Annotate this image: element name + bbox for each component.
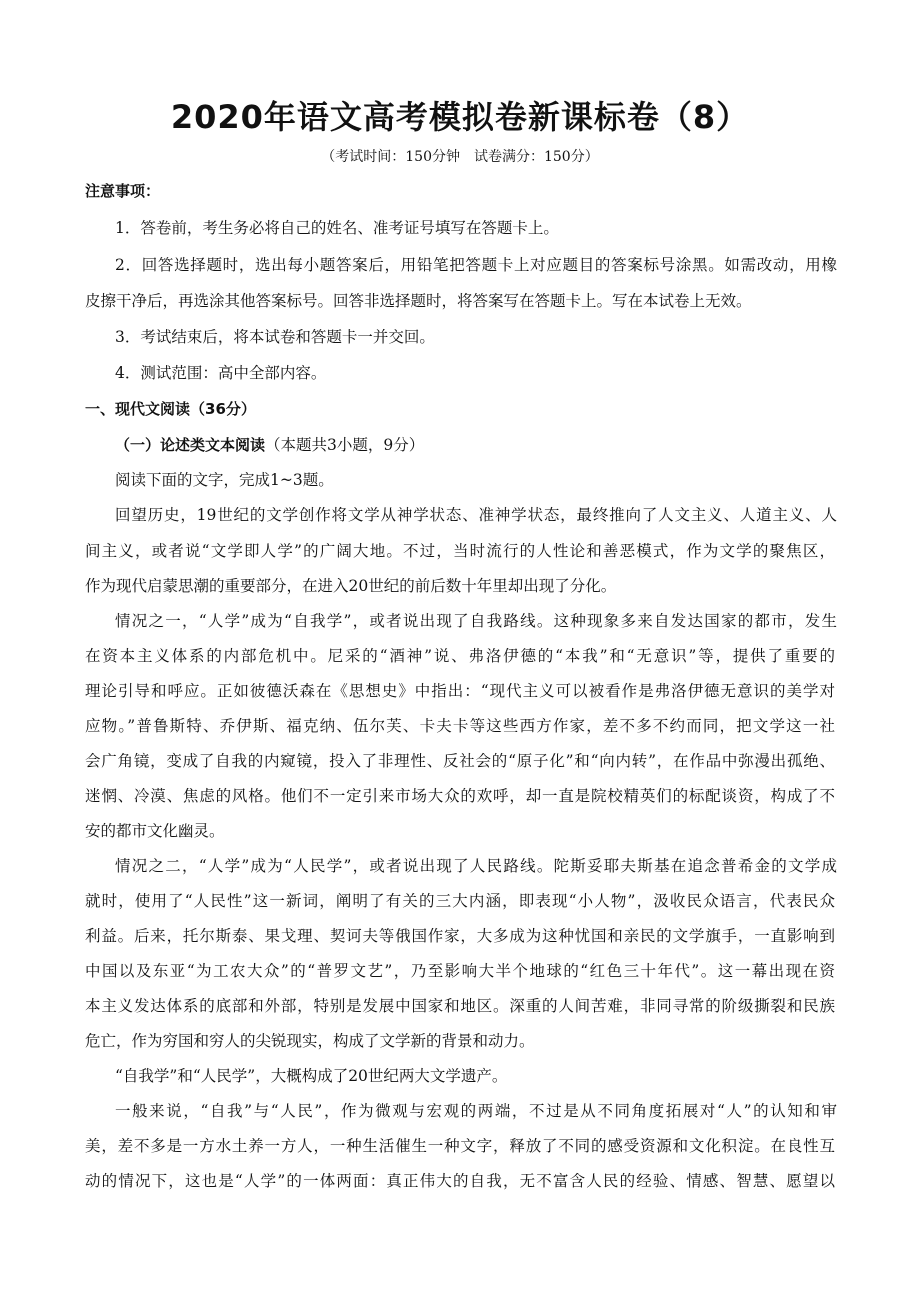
- exam-info: （考试时间：150分钟 试卷满分：150分）: [321, 149, 599, 165]
- passage-line: 就时，使用了“人民性”这一新词，阐明了有关的三大内涵，即表现“小人物”，汲收民众语言，代表民众: [85, 892, 835, 910]
- passage-line: 美，差不多是一方水土养一方人，一种生活催生一种文字，释放了不同的感受资源和文化积淀。在良性互: [85, 1137, 835, 1155]
- reading-instruction: 阅读下面的文字，完成1~3题。: [115, 471, 334, 489]
- passage-line: 情况之二，“人学”成为“人民学”，或者说出现了人民路线。陀斯妥耶夫斯基在追念普希金的文学成: [115, 857, 837, 875]
- notice-item: 皮擦干净后，再选涂其他答案标号。回答非选择题时，将答案写在答题卡上。写在本试卷上无效。: [85, 292, 752, 310]
- passage-line: 会广角镜，变成了自我的内窥镜，投入了非理性、反社会的“原子化”和“向内转”，在作品中弥漫出孤绝、: [85, 752, 835, 770]
- notice-item: 1．答卷前，考生务必将自己的姓名、准考证号填写在答题卡上。: [115, 219, 559, 237]
- page-title: 2020年语文高考模拟卷新课标卷（8）: [170, 98, 750, 136]
- passage-line: 一般来说，“自我”与“人民”，作为微观与宏观的两端，不过是从不同角度拓展对“人”的认知和审: [115, 1102, 837, 1120]
- notice-item: 2．回答选择题时，选出每小题答案后，用铅笔把答题卡上对应题目的答案标号涂黑。如需改动，用橡: [115, 256, 837, 274]
- passage-line: 在资本主义体系的内部危机中。尼采的“酒神”说、弗洛伊德的“本我”和“无意识”等，提供了重要的: [85, 647, 835, 665]
- section-heading: 一、现代文阅读（36分）: [85, 400, 256, 418]
- passage-line: 危亡，作为穷国和穷人的尖锐现实，构成了文学新的背景和动力。: [85, 1032, 535, 1050]
- passage-line: 中国以及东亚“为工农大众”的“普罗文艺”，乃至影响大半个地球的“红色三十年代”。这一幕出现在资: [85, 962, 835, 980]
- passage-line: 应物。”普鲁斯特、乔伊斯、福克纳、伍尔芙、卡夫卡等这些西方作家，差不多不约而同，把文学这一社: [85, 717, 835, 735]
- passage-line: 安的都市文化幽灵。: [85, 822, 225, 840]
- notice-item: 4．测试范围：高中全部内容。: [115, 364, 327, 382]
- notice-heading: 注意事项：: [85, 182, 161, 200]
- passage-line: 间主义，或者说“文学即人学”的广阔大地。不过，当时流行的人性论和善恶模式，作为文学的聚焦区，: [85, 542, 835, 560]
- subsection-heading: [115, 433, 424, 455]
- passage-line: 迷惘、冷漠、焦虑的风格。他们不一定引来市场大众的欢呼，却一直是院校精英们的标配谈资，构成了不: [85, 787, 835, 805]
- passage-line: 本主义发达体系的底部和外部，特别是发展中国家和地区。深重的人间苦难，非同寻常的阶级撕裂和民族: [85, 997, 835, 1015]
- passage-line: 作为现代启蒙思潮的重要部分，在进入20世纪的前后数十年里却出现了分化。: [85, 577, 617, 595]
- passage-line: “自我学”和“人民学”，大概构成了20世纪两大文学遗产。: [115, 1067, 508, 1085]
- passage-line: 利益。后来，托尔斯泰、果戈理、契诃夫等俄国作家，大多成为这种忧国和亲民的文学旗手，一直影响到: [85, 927, 835, 945]
- passage-line: 动的情况下，这也是“人学”的一体两面：真正伟大的自我，无不富含人民的经验、情感、智慧、愿望以: [85, 1172, 835, 1190]
- passage-line: 回望历史，19世纪的文学创作将文学从神学状态、准神学状态，最终推向了人文主义、人道主义、人: [115, 506, 837, 524]
- subsection-title: （一）论述类文本阅读: [115, 436, 266, 454]
- subsection-info: （本题共3小题，9分）: [265, 436, 425, 454]
- passage-line: 情况之一，“人学”成为“自我学”，或者说出现了自我路线。这种现象多来自发达国家的都市，发生: [115, 612, 837, 630]
- notice-item: 3．考试结束后，将本试卷和答题卡一并交回。: [115, 328, 435, 346]
- passage-line: 理论引导和呼应。正如彼德沃森在《思想史》中指出：“现代主义可以被看作是弗洛伊德无意识的美学对: [85, 682, 835, 700]
